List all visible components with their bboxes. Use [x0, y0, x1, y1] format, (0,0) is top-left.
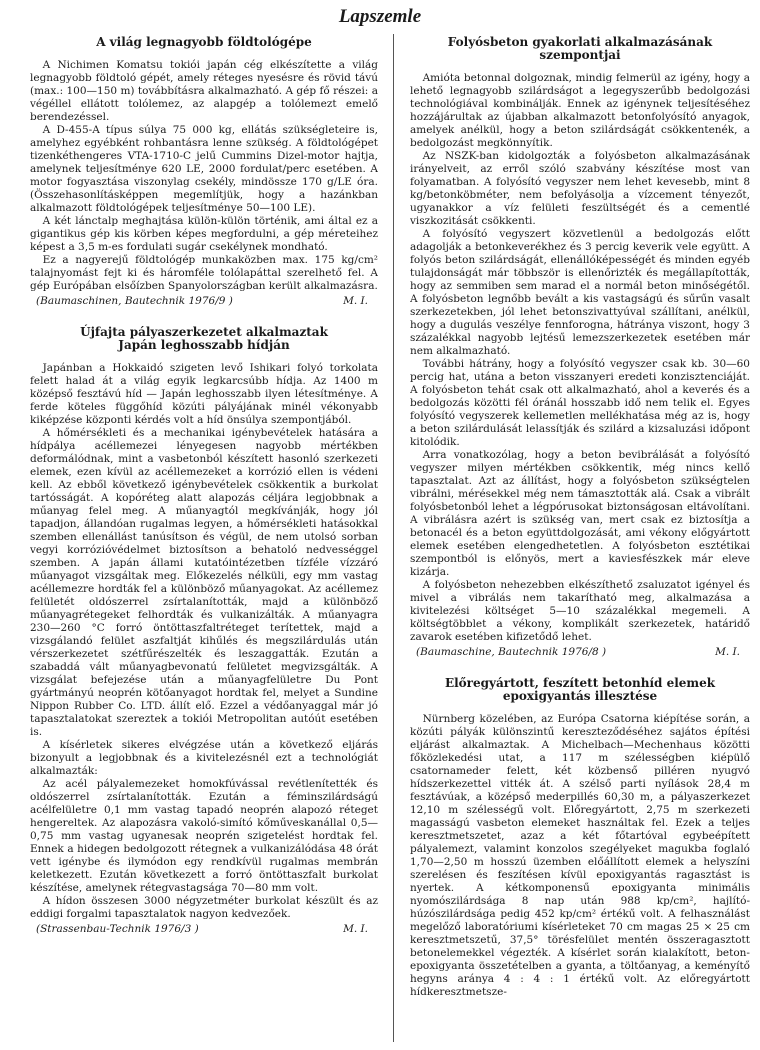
author-initials: M. I. — [343, 923, 368, 935]
page-title: Lapszemle — [338, 6, 422, 27]
article-title: A világ legnagyobb földtológépe — [96, 36, 312, 49]
article-flowing-concrete — [410, 36, 750, 659]
article-source — [410, 646, 750, 659]
right-column — [410, 36, 750, 1048]
article-bridge-deck — [30, 326, 378, 936]
source-citation: (Strassenbau-Technik 1976/3 ) — [36, 923, 199, 935]
source-citation: (Baumaschinen, Bautechnik 1976/9 ) — [36, 295, 233, 307]
paragraph: A folyósító vegyszert közvetlenül a bedolgozás előtt adagolják a betonkeverékhez és 3 percig keverik vele együtt. A folyós beton szilárdságát, ellenállóképességét és minden egyéb tulajdonságát már többször is ellenőrizték és megállapították, hogy az semmiben sem marad el a normál beton minőségétől. A folyósbeton legnőbb bevált a kis vastagságú és sűrűn vasalt szerkezetekben, jól lehet betonszivattyúval szállítani, anélkül, hogy a dugulás veszélye fennforogna, hátránya viszont, hogy 3 százalékkal nagyobb lejtésű lemezszerkezetek esetében már nem alkalmazható. — [410, 228, 750, 357]
author-initials: M. I. — [343, 295, 368, 307]
left-column — [30, 36, 378, 1046]
paragraph: További hátrány, hogy a folyósító vegyszer csak kb. 30—60 percig hat, utána a beton visszanyeri eredeti konzisztenciáját. A folyósbeton tehát csak ott alkalmazható, ahol a keverés és a bedolgozás közötti fél óránál hosszabb idő nem telik el. Egyes folyósító vegyszerek kellemetlen mellékhatása még az is, hogy a beton szilárdulását lelassítják és szilárd a kizsaluzási időpont kitolódik. — [410, 358, 750, 448]
article-title: Folyósbeton gyakorlati alkalmazásának szempontjai — [447, 36, 713, 62]
source-citation: (Baumaschine, Bautechnik 1976/8 ) — [416, 646, 607, 658]
article-epoxy-bridge — [410, 677, 750, 999]
article-title: Előregyártott, feszített betonhíd elemek epoxigyantás illesztése — [444, 676, 716, 703]
paragraph: A hídon összesen 3000 négyzetméter burkolat készült és az eddigi forgalmi tapasztalatok nagyon kedvezőek. — [30, 895, 378, 920]
paragraph: Az NSZK-ban kidolgozták a folyósbeton alkalmazásának irányelveit, az erről szóló szabvány készítése most van folyamatban. A folyósító vegyszer nem lehet kevesebb, mint 8 kg/betonköbméter, nem befolyásolja a vízcement tényezőt, ugyanakkor a víz felületi feszültségét és a cementlé viszkozitását csökkenti. — [410, 150, 750, 227]
article-source — [30, 295, 378, 308]
paragraph: A D-455-A típus súlya 75 000 kg, ellátás szükségleteire is, amelyhez egyébként rohbantásra lenne szükség. A földtológépet tizenkéthengeres VTA-1710-C jelű Cummins Dizel-motor hajtja, amelynek teljesítménye 620 LE, 2000 fordulat/perc esetében. A motor fogyasztása viszonylag csekély, mindössze 170 g/LE óra. (Összehasonlításképpen megemlítjük, hogy a hazánkban alkalmazott földtológépek teljesítménye 50—100 LE). — [30, 124, 378, 214]
article-title: Újfajta pályaszerkezetet alkalmaztak Japán leghosszabb hídján — [80, 325, 328, 352]
column-divider — [393, 34, 394, 1042]
paragraph: A Nichimen Komatsu tokiói japán cég elkészítette a világ legnagyobb földtoló gépét, amely réteges nyesésre és rövid távú (max.: 100—150 m) továbbításra alkalmazható. A gép fő részei: a végéllel ellátott tolólemez, az alapgép a tolólemezt emelő berendezéssel. — [30, 59, 378, 123]
article-body — [410, 72, 750, 644]
paragraph: Amióta betonnal dolgoznak, mindig felmerül az igény, hogy a lehető legnagyobb szilárdságot a legegyszerűbb bedolgozási technológiával kombinálják. Ennek az igénynek teljesítéséhez hozzájárultak az újabban alkalmazott betonfolyósító anyagok, amelyek anélkül, hogy a beton szilárdságát csökkentenék, a bedolgozást megkönnyítik. — [410, 72, 750, 149]
paragraph: Az acél pályalemezeket homokfúvással revétlenítették és oldószerrel zsírtalanították. Ezután a féminszilárdságú acélfelületre 0,1 mm vastag tapadó neoprén alapozó réteget hengereltek. Az alapozásra vakoló-simító kőműveskanállal 0,5—0,75 mm vastag ugyanesak neoprén szigetelést hordtak fel. Ennek a hidegen bedolgozott rétegnek a vulkanizálódása 48 órát vett igénybe és ilymódon egy rendkívül rugalmas membrán keletkezett. Ezután következett a forró öntöttaszfalt burkolat készítése, amelynek rétegvastagsága 70—80 mm volt. — [30, 778, 378, 894]
paragraph: A két lánctalp meghajtása külön-külön történik, ami által ez a gigantikus gép kis körben képes megfordulni, a gép méreteihez képest a 3,5 m-es fordulati sugár csekélynek mondható. — [30, 215, 378, 253]
author-initials: M. I. — [715, 646, 740, 658]
article-body — [30, 362, 378, 921]
article-bulldozer — [30, 36, 378, 308]
paragraph: Arra vonatkozólag, hogy a beton bevibrálását a folyósító vegyszer milyen mértékben csökkentik, még nincs kellő tapasztalat. Azt az állítást, hogy a folyósbeton szükségtelen vibrálni, mérésekkel még nem támasztották alá. Csak a vibrált folyósbetonból lehet a légpórusokat biztonságosan eltávolítani. A vibrálásra azért is szükség van, mert csak ez biztosítja a betonacél és a beton együttdolgozását, ami vékony előgyártott elemek esetében elengedhetetlen. A folyósbeton esztétikai szempontból is előnyös, mert a kaviesfészkek már eleve kizárja. — [410, 449, 750, 578]
article-body — [410, 713, 750, 999]
article-source — [30, 923, 378, 936]
paragraph: Japánban a Hokkaidó szigeten levő Ishikari folyó torkolata felett halad át a világ egyik legkarcsúbb hídja. Az 1400 m középső fesztávú híd — Japán leghosszabb ilyen létesítménye. A ferde köteles függőhíd közúti pályájának minél vékonyabb kiképzése központi kérdés volt a híd önsúlya szempontjából. — [30, 362, 378, 426]
article-body — [30, 59, 378, 293]
paragraph: Nürnberg közelében, az Európa Csatorna kiépítése során, a közúti pályák különszintű kereszteződéséhez sajátos építési eljárást alkalmaztak. A Michelbach—Mechenhaus közötti főközlekedési utat, a 117 m szélességben kiépülő csatornameder felett, két közbenső pilléren nyugvó hídszerkezettel vitték át. A szélső parti nyílások 28,4 m fesztávúak, a középső mederpillés 60,30 m, a pályaszerkezet 12,10 m szélességű volt. Előregyártott, 2,75 m szerkezeti magasságú vasbeton elemeket használtak fel. Ezek a teljes keresztmetszetet, azaz a két főtartóval egybeépített pályalemezt, valamint konzolos szegélyeket magukba foglaló 1,70—2,50 m hosszú üzemben előállított elemek a helyszíni szerelésen és feszítésen kívül epoxigyantás ragasztást is nyertek. A kétkomponensű epoxigyanta minimális nyomószilárdsága 8 nap után 988 kp/cm², hajlító-húzószilárdsága pedig 452 kp/cm² értékű volt. A felhasználást megelőző laboratóriumi kísérleteket 70 cm magas 25 × 25 cm keresztmetszetű, 37,5° törésfelület mentén összeragasztott betonelemekkel végezték. A kísérlet során kialakított, beton-epoxigyanta összetételben a gyanta, a töltőanyag, a keményítő hegyns aránya 4 : 4 : 1 értékű volt. Az előregyártott hídkeresztmetsze- — [410, 713, 750, 998]
paragraph: A folyósbeton nehezebben elkészíthető zsaluzatot igényel és mivel a vibrálás nem takarítható meg, alkalmazása a kivitelezési költséget 5—10 százalékkal megemeli. A költségtöbblet a vékony, komplikált szerkezetek, határidő zavarok esetében kifizetődő lehet. — [410, 579, 750, 643]
paragraph: A hőmérsékleti és a mechanikai igénybevételek hatására a hídpálya acéllemezei lényegesen nagyobb mértékben deformálódnak, mint a vasbetonból készített hasonló szerkezeti elemek, ezen kívül az acéllemezeket a korrózió ellen is védeni kell. Az ebből következő igénybevételek csökkentik a burkolat tartósságát. A kopóréteg alatt alapozás céljára legjobbnak a műanyag felel meg. A műanyagtól megkívánják, hogy jól tapadjon, állandóan rugalmas legyen, a hőmérsékleti hatásokkal szemben ellenállást tanúsítson és végül, de nem utolsó sorban vegyi korrózióvédelmet biztosítson a behatoló nedvességgel szemben. A japán állami kutatóintézetben tízféle vízzáró műanyagot vizsgáltak meg. Előkezelés nélküli, egy mm vastag acéllemezre hordták fel a különböző műanyagokat. Az acéllemez felületét oldószerrel zsírtalanították, majd a különböző műanyagrétegeket felhordták és vulkanizálták. A műanyagra 230—260 °C forró öntöttaszfaltréteget terítettek, majd a vizsgálandó felület aszfaltját kihűlés és megszilárdulás után vérszerkezetet szétfűrészelték és leszaggatták. Ezután a szabaddá vált műanyagbevonatú felületet megvizsgálták. A vizsgálat befejezése után a műanyagfelületre Du Pont gyártmányú neoprén kötőanyagot hordtak fel, melyet a Sundine Nippon Rubber Co. LTD. állít elő. Ezzel a védőanyaggal már jó tapasztalatokat szereztek a tokiói Metropolitan autóút esetében is. — [30, 427, 378, 738]
paragraph: A kísérletek sikeres elvégzése után a következő eljárás bizonyult a legjobbnak és a kivitelezésnél ezt a technológiát alkalmazták: — [30, 739, 378, 777]
paragraph: Ez a nagyerejű földtológép munkaközben max. 175 kg/cm² talajnyomást fejt ki és háromféle tolólapáttal szerelhető fel. A gép Európában elsőízben Spanyolországban került alkalmazásra. — [30, 254, 378, 292]
